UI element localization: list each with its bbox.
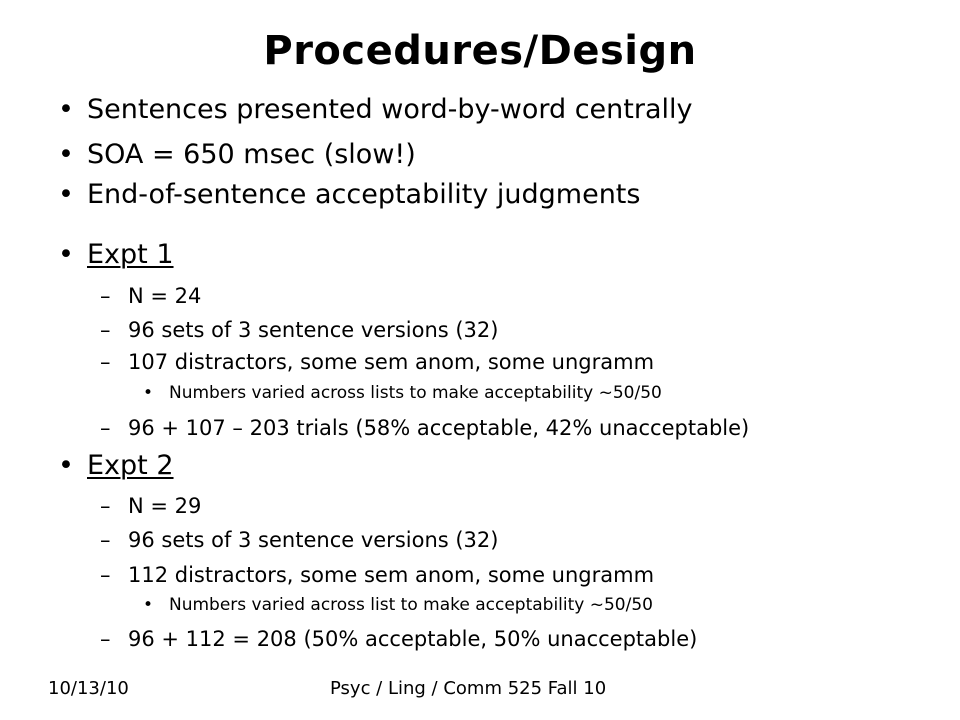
expt1-subitem: Numbers varied across lists to make acceptability ~50/50 [169,383,662,403]
expt2-item: 96 sets of 3 sentence versions (32) [128,528,499,552]
dash-glyph: – [100,563,111,587]
expt2-item: N = 29 [128,494,202,518]
dash-glyph: – [100,318,111,342]
expt2-item: 96 + 112 = 208 (50% acceptable, 50% unacceptable) [128,627,698,651]
bullet-glyph: • [58,239,74,270]
bullet-text: SOA = 650 msec (slow!) [87,139,416,170]
footer-date: 10/13/10 [48,678,129,699]
dash-glyph: – [100,350,111,374]
dash-glyph: – [100,416,111,440]
bullet-glyph: • [58,179,74,210]
footer-course: Psyc / Ling / Comm 525 Fall 10 [330,678,607,699]
dash-glyph: – [100,528,111,552]
expt1-heading: Expt 1 [87,239,174,270]
expt1-item: N = 24 [128,284,202,308]
bullet-glyph: • [58,450,74,481]
expt1-item: 96 + 107 – 203 trials (58% acceptable, 42% unacceptable) [128,416,750,440]
expt2-subitem: Numbers varied across list to make acceptability ~50/50 [169,595,653,615]
sub-bullet-glyph: • [143,595,154,615]
bullet-glyph: • [58,94,74,125]
dash-glyph: – [100,284,111,308]
bullet-text: End-of-sentence acceptability judgments [87,179,641,210]
sub-bullet-glyph: • [143,383,154,403]
dash-glyph: – [100,494,111,518]
dash-glyph: – [100,627,111,651]
slide-title: Procedures/Design [263,28,697,74]
expt1-item: 107 distractors, some sem anom, some ungramm [128,350,655,374]
bullet-text: Sentences presented word-by-word centrally [87,94,693,125]
expt2-item: 112 distractors, some sem anom, some ungramm [128,563,655,587]
expt2-heading: Expt 2 [87,450,174,481]
bullet-glyph: • [58,139,74,170]
expt1-item: 96 sets of 3 sentence versions (32) [128,318,499,342]
